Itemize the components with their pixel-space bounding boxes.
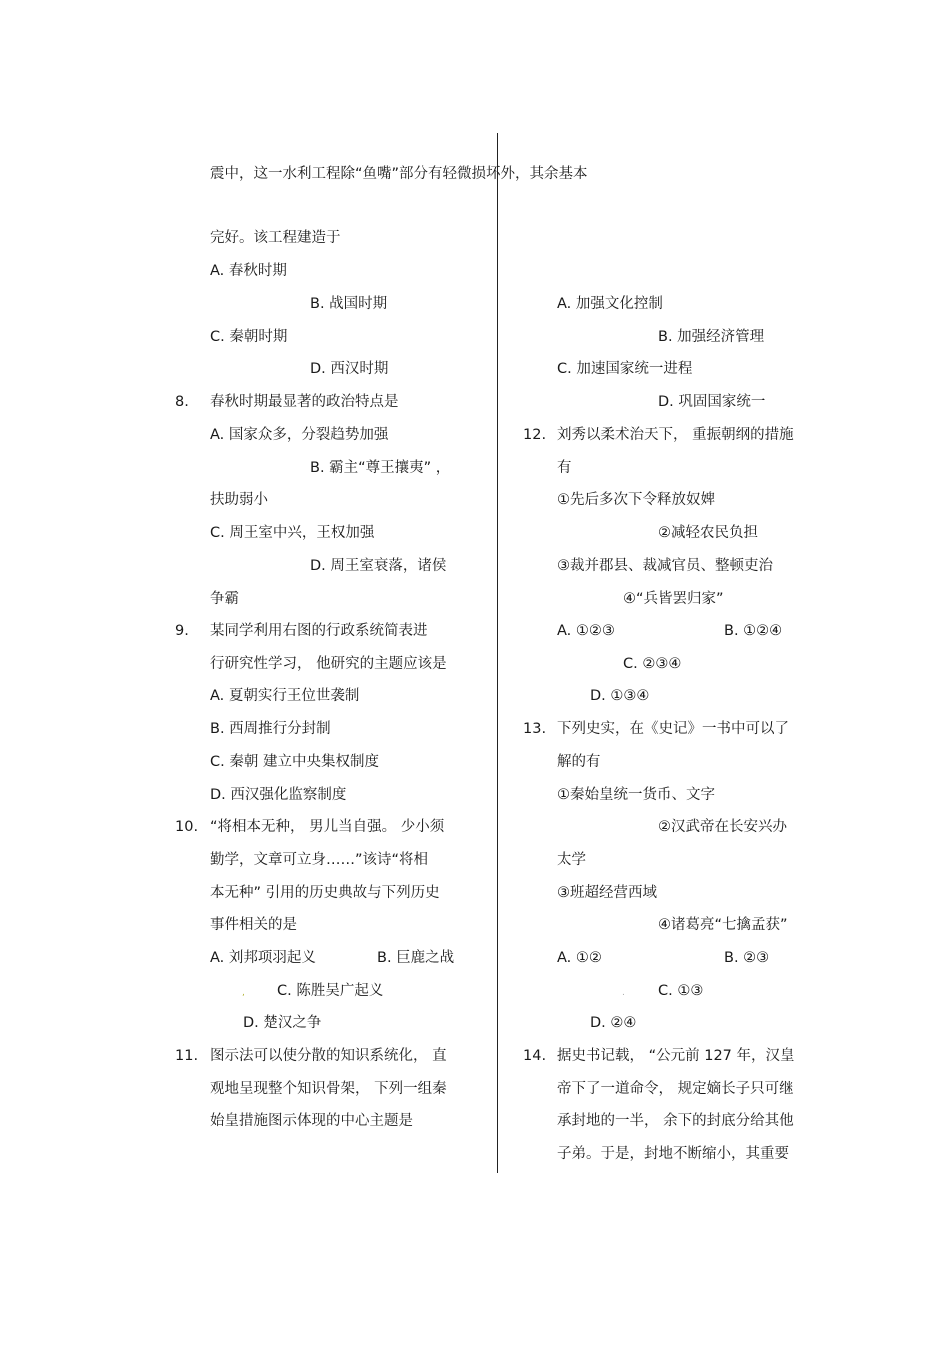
- q13-option-c: C. ①③: [658, 983, 704, 999]
- q8-option-b-cont: 扶助弱小: [210, 492, 268, 508]
- speck-mark: .: [622, 988, 625, 998]
- q10-option-b: B. 巨鹿之战: [377, 950, 455, 966]
- q12-number: 12.: [523, 427, 547, 443]
- q7-option-b: B. 战国时期: [310, 296, 388, 312]
- q12-option-a: A. ①②③: [557, 623, 615, 639]
- q9-option-d: D. 西汉强化监察制度: [210, 787, 347, 803]
- q10-stem-line1: “将相本无种， 男儿当自强。 少小须: [210, 819, 445, 835]
- speck-mark: ,: [242, 988, 245, 998]
- q10-number: 10.: [175, 819, 199, 835]
- q11-stem-line3: 始皇措施图示体现的中心主题是: [210, 1113, 413, 1129]
- q8-number: 8.: [175, 394, 189, 410]
- q13-item-2: ②汉武帝在长安兴办: [658, 819, 787, 835]
- q7-option-c: C. 秦朝时期: [210, 329, 288, 345]
- q10-option-c: C. 陈胜吴广起义: [277, 983, 384, 999]
- q12-option-d: D. ①③④: [590, 688, 650, 704]
- q14-stem-line1: 据史书记载， “公元前 127 年，汉皇: [557, 1048, 795, 1064]
- q8-option-d-cont: 争霸: [210, 591, 239, 607]
- q9-stem-line2: 行研究性学习， 他研究的主题应该是: [210, 656, 447, 672]
- q12-item-3: ③裁并郡县、裁减官员、整顿吏治: [557, 558, 773, 574]
- q8-option-d: D. 周王室衰落，诸侯: [310, 558, 447, 574]
- q9-option-a: A. 夏朝实行王位世袭制: [210, 688, 360, 704]
- q8-option-a: A. 国家众多，分裂趋势加强: [210, 427, 389, 443]
- q7-stem-line1: 震中，这一水利工程除“鱼嘴”部分有轻微损坏外，其余基本: [210, 166, 588, 182]
- q10-stem-line2: 勤学，文章可立身……”该诗“将相: [210, 852, 429, 868]
- q12-stem-line1: 刘秀以柔术治天下， 重振朝纲的措施: [557, 427, 794, 443]
- q9-option-c: C. 秦朝 建立中央集权制度: [210, 754, 379, 770]
- q9-number: 9.: [175, 623, 189, 639]
- q13-stem-line1: 下列史实，在《史记》一书中可以了: [557, 721, 789, 737]
- q10-stem-line3: 本无种” 引用的历史典故与下列历史: [210, 885, 440, 901]
- q13-item-4: ④诸葛亮“七擒孟获”: [658, 917, 788, 933]
- q7-option-a: A. 春秋时期: [210, 263, 287, 279]
- q12-option-b: B. ①②④: [724, 623, 783, 639]
- q11-number: 11.: [175, 1048, 199, 1064]
- q13-number: 13.: [523, 721, 547, 737]
- column-divider: [497, 133, 498, 1173]
- q14-number: 14.: [523, 1048, 547, 1064]
- q10-option-a: A. 刘邦项羽起义: [210, 950, 316, 966]
- q12-stem-line2: 有: [557, 460, 572, 476]
- q13-option-d: D. ②④: [590, 1015, 637, 1031]
- q13-item-2-cont: 太学: [557, 852, 586, 868]
- q7-stem-line2: 完好。该工程建造于: [210, 230, 341, 246]
- q11-stem-line2: 观地呈现整个知识骨架， 下列一组秦: [210, 1081, 447, 1097]
- q10-stem-line4: 事件相关的是: [210, 917, 297, 933]
- q13-option-a: A. ①②: [557, 950, 602, 966]
- q11-stem-line1: 图示法可以使分散的知识系统化， 直: [210, 1048, 447, 1064]
- q14-stem-line2: 帝下了一道命令， 规定嫡长子只可继: [557, 1081, 794, 1097]
- q12-item-1: ①先后多次下令释放奴婢: [557, 492, 715, 508]
- q13-option-b: B. ②③: [724, 950, 770, 966]
- q13-item-1: ①秦始皇统一货币、文字: [557, 787, 715, 803]
- q9-stem-line1: 某同学利用右图的行政系统简表进: [210, 623, 428, 639]
- q7-option-d: D. 西汉时期: [310, 361, 389, 377]
- q11-option-c: C. 加速国家统一进程: [557, 361, 693, 377]
- q12-option-c: C. ②③④: [623, 656, 682, 672]
- q8-option-b: B. 霸主“尊王攘夷” ，: [310, 460, 451, 476]
- q13-stem-line2: 解的有: [557, 754, 601, 770]
- q14-stem-line4: 子弟。于是，封地不断缩小，其重要: [557, 1146, 789, 1162]
- q14-stem-line3: 承封地的一半， 余下的封底分给其他: [557, 1113, 794, 1129]
- q10-option-d: D. 楚汉之争: [243, 1015, 322, 1031]
- q11-option-a: A. 加强文化控制: [557, 296, 663, 312]
- q8-option-c: C. 周王室中兴，王权加强: [210, 525, 375, 541]
- q9-option-b: B. 西周推行分封制: [210, 721, 331, 737]
- q8-stem: 春秋时期最显著的政治特点是: [210, 394, 399, 410]
- q12-item-4: ④“兵皆罢归家”: [623, 591, 724, 607]
- q13-item-3: ③班超经营西域: [557, 885, 657, 901]
- q11-option-b: B. 加强经济管理: [658, 329, 765, 345]
- q12-item-2: ②减轻农民负担: [658, 525, 758, 541]
- q11-option-d: D. 巩固国家统一: [658, 394, 766, 410]
